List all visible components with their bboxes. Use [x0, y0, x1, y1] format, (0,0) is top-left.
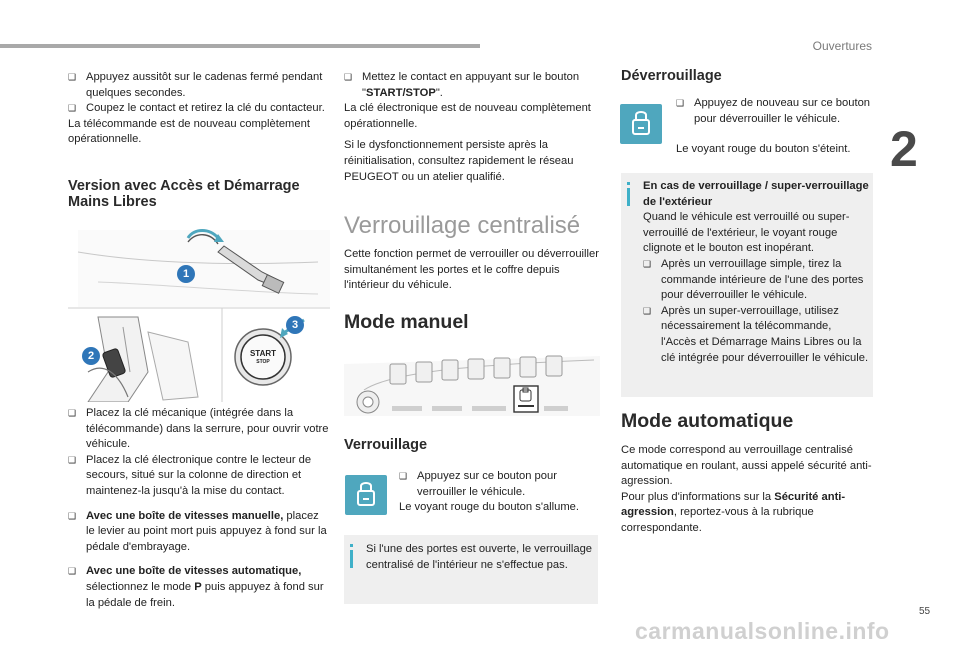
callout-3: 3: [286, 316, 304, 334]
page-number: 55: [919, 606, 931, 617]
checkbox-bullet-icon: ❑: [68, 510, 77, 521]
info-icon: [350, 544, 353, 568]
header-rule: [0, 44, 480, 48]
checkbox-bullet-icon: ❑: [399, 471, 408, 481]
checkbox-bullet-icon: ❑: [643, 258, 652, 269]
paragraph: La clé électronique est de nouveau complètement opérationnelle.: [344, 102, 591, 130]
bullet: ❑ Appuyez aussitôt sur le cadenas fermé pendant quelques secondes.: [68, 71, 323, 99]
section-title-central-locking: Verrouillage centralisé: [344, 212, 581, 239]
checkbox-bullet-icon: ❑: [344, 72, 353, 82]
paragraph: La télécommande est de nouveau complètement opérationnelle.: [68, 117, 310, 146]
verrouillage-bullet: ❑ Appuyez sur ce bouton pour verrouiller le véhicule.: [399, 470, 557, 498]
start-stop-button-label: START STOP: [249, 349, 277, 365]
unlock-button-illustration: [620, 104, 662, 144]
bullet-manual: ❑ Avec une boîte de vitesses manuelle, placez le levier au point mort puis appuyez à fond sur la pédale d'embrayage.: [68, 509, 327, 553]
chapter-number: 2: [890, 121, 918, 177]
bullet: ❑ Après un verrouillage simple, tirez la commande intérieure de l'une des portes pour déverrouiller le véhicule.: [643, 257, 864, 302]
heading-mode-manuel: Mode manuel: [344, 311, 469, 333]
illustration-keyless: [68, 222, 330, 402]
checkbox-bullet-icon: ❑: [676, 98, 685, 108]
paragraph: Si le dysfonctionnement persiste après la réinitialisation, consultez rapidement le réseau PEUGEOT ou un atelier qualifié.: [344, 139, 574, 183]
bullet: ❑ Après un super-verrouillage, utilisez nécessairement la télécommande, l'Accès et Démarrage Mains Libres ou la clé intégrée pour déverrouiller le véhicule.: [643, 304, 869, 364]
checkbox-bullet-icon: ❑: [643, 305, 652, 316]
heading-deverrouillage: Déverrouillage: [621, 68, 722, 84]
info-box-doors-open: Si l'une des portes est ouverte, le verrouillage centralisé de l'intérieur ne s'effectue pas.: [344, 535, 598, 604]
checkbox-bullet-icon: ❑: [68, 408, 77, 418]
info-icon: [627, 182, 630, 206]
checkbox-bullet-icon: ❑: [68, 454, 77, 465]
deverrouillage-bullet: ❑ Appuyez de nouveau sur ce bouton pour déverrouiller le véhicule.: [676, 97, 871, 125]
bullet: ❑ Placez la clé mécanique (intégrée dans la télécommande) dans la serrure, pour ouvrir votre véhicule.: [68, 407, 329, 451]
checkbox-bullet-icon: ❑: [68, 566, 77, 577]
deverrouillage-note: Le voyant rouge du bouton s'éteint.: [676, 143, 851, 155]
padlock-icon: [345, 475, 387, 515]
mode-automatique-text: Ce mode correspond au verrouillage centralisé automatique en roulant, aussi appelé sécurité anti-agression. Pour plus d'informations sur la Sécurité anti-agression, reportez-vous à la rubrique correspondante.: [621, 444, 872, 534]
bullet-automatic: ❑ Avec une boîte de vitesses automatique, sélectionnez le mode P puis appuyez à fond sur la pédale de frein.: [68, 565, 324, 609]
lock-button-illustration: [345, 475, 387, 515]
checkbox-bullet-icon: ❑: [68, 72, 77, 82]
heading-mode-automatique: Mode automatique: [621, 410, 794, 432]
heading-verrouillage: Verrouillage: [344, 437, 428, 453]
col2-top: [344, 70, 602, 185]
checkbox-bullet-icon: ❑: [68, 103, 77, 114]
bullet: ❑ Mettez le contact en appuyant sur le bouton "START/STOP".: [344, 71, 580, 99]
col1-bottom: [68, 406, 330, 611]
watermark: carmanualsonline.info: [635, 618, 890, 644]
callout-1: 1: [177, 265, 195, 283]
bullet: ❑ Placez la clé électronique contre le lecteur de secours, situé sur la colonne de direction et maintenez-la jusqu'à la mise du contact.: [68, 453, 312, 497]
bullet: ❑ Coupez le contact et retirez la clé du contacteur.: [68, 101, 326, 117]
verrouillage-note: Le voyant rouge du bouton s'allume.: [399, 501, 580, 513]
padlock-icon: [620, 104, 662, 144]
heading-mains-libres: Version avec Accès et Démarrage Mains Libres: [68, 178, 300, 210]
section-title: Ouvertures: [812, 39, 872, 53]
callout-2: 2: [82, 347, 100, 365]
illustration-console: [344, 350, 600, 422]
col1-top: [68, 70, 326, 148]
section-intro: Cette fonction permet de verrouiller ou déverrouiller simultanément les portes et le coffre depuis l'intérieur du véhicule.: [344, 248, 599, 292]
info-box-exterior-lock: En cas de verrouillage / super-verrouillage de l'extérieur Quand le véhicule est verrouillé ou super-verrouillé de l'extérieur, le voyant rouge clignote et le bouton est inopérant. ❑ Après un verrouillage simple, tirez la commande intérieure de l'une des portes pour déverrouiller le véhicule. ❑ Après un super-verrouillage, utilisez nécessairement la télécommande, l'Accès et Démarrage Mains Libres ou la clé intégrée pour déverrouiller le véhicule.: [621, 173, 873, 397]
